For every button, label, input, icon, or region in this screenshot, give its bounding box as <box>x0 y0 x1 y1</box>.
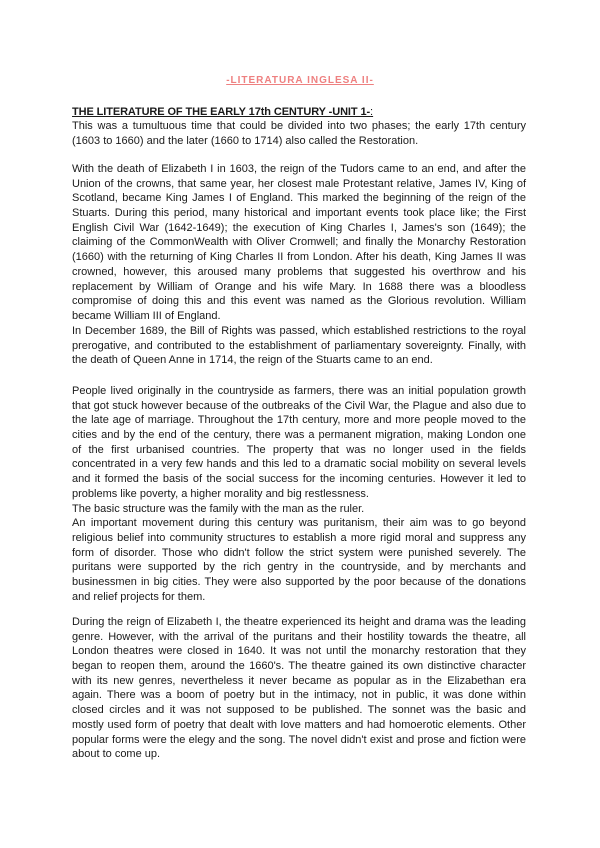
text-line: prerogative, and contributed to the establishment of parliamentary sovereignty. Finally, with <box>72 339 526 352</box>
text-line: Union of the crowns, that same year, her closest male Protestant relative, James IV, King of <box>72 177 526 190</box>
text-line: In December 1689, the Bill of Rights was passed, which established restrictions to the royal <box>72 325 526 337</box>
text-line: of the first urbanised countries. The property that was no longer used in the fields <box>72 443 526 456</box>
text-line: and relief projects for them. <box>72 590 206 603</box>
text-line: During the reign of Elizabeth I, the theatre experienced its height and drama was the leading <box>72 616 526 628</box>
paragraph-intro <box>72 119 526 148</box>
text-line: popular forms were the elegy and the song. The novel didn't exist and prose and fiction were <box>72 733 526 746</box>
text-line: London theatres were closed in 1640. It was not until the monarchy restoration that they <box>72 645 526 658</box>
text-line: An important movement during this century was puritanism, their aim was to go beyond <box>72 517 526 530</box>
unit-heading-text: THE LITERATURE OF THE EARLY 17th CENTURY -UNIT 1- <box>72 106 371 118</box>
text-line: concentrated in a very few hands and this led to a dramatic social mobility on several levels <box>72 458 526 471</box>
text-line: again. There was a boom of poetry but in the intimacy, not in public, it was done within <box>72 689 526 702</box>
text-line: People lived originally in the countryside as farmers, there was an initial population growth <box>72 385 526 397</box>
document-title <box>0 73 600 88</box>
text-line: cities and by the end of the century, there was a permanent migration, making London one <box>72 429 526 442</box>
text-line: the death of Queen Anne in 1714, the reign of the Stuarts came to an end. <box>72 354 433 367</box>
text-line: religious belief into community structures to establish a more rigid moral and suppress any <box>72 531 526 544</box>
text-line: problems like poverty, a higher morality and big restlessness. <box>72 487 369 500</box>
paragraph-society <box>72 384 526 502</box>
paragraph-puritanism <box>72 516 526 604</box>
unit-heading <box>72 105 373 120</box>
text-line: Stuarts. During this period, many historical and important events took place like; the First <box>72 207 526 220</box>
text-line: puritans were supported by the rich gentry in the countryside, and by merchants and <box>72 561 526 574</box>
text-line: This was a tumultuous time that could be divided into two phases; the early 17th century <box>72 120 526 132</box>
text-line: mostly used form of poetry that dealt with love matters and had homoerotic elements. Other <box>72 718 526 731</box>
text-line: the late age of marriage. Throughout the 17th century, more and more people moved to the <box>72 414 526 427</box>
paragraph-family <box>72 502 526 517</box>
text-line: Scotland, became King James I of England. This marked the beginning of the reign of the <box>72 192 526 205</box>
text-line: With the death of Elizabeth I in 1603, the reign of the Tudors came to an end, and after the <box>72 163 526 175</box>
text-line: claiming of the CommonWealth with Oliver Cromwell; and finally the Monarchy Restoration <box>72 236 526 249</box>
text-line: with its new genres, nevertheless it never became as popular as in the Elizabethan era <box>72 674 526 687</box>
text-line: form of disorder. Those who didn't follow the strict system were punished severely. The <box>72 546 526 559</box>
text-line: began to reopen them, around the 1660's. The theatre gained its own distinctive character <box>72 660 526 673</box>
text-line: that got stuck however because of the outbreaks of the Civil War, the Plague and also due to <box>72 399 526 412</box>
text-line: and it formed the basis of the social success for the incoming centuries. However it led to <box>72 473 526 486</box>
text-line: replacement by William of Orange and his wife Mary. In 1688 there was a bloodless <box>72 280 526 293</box>
paragraph-history <box>72 162 526 324</box>
unit-heading-tail: : <box>370 106 374 118</box>
text-line: businessmen in big cities. They were also supported by the poor because of the donations <box>72 576 526 589</box>
text-line: about to come up. <box>72 748 161 761</box>
text-line: closed circles and it was not supposed to be published. The sonnet was the basic and <box>72 704 526 717</box>
document-title-text: -LITERATURA INGLESA II- <box>226 75 374 86</box>
text-line: (1603 to 1660) and the later (1660 to 1714) also called the Restoration. <box>72 134 419 147</box>
text-line: English Civil War (1642-1649); the execution of King Charles I, James's son (1649); the <box>72 221 526 234</box>
paragraph-theatre <box>72 615 526 762</box>
text-line: (1660) with the returning of King Charles II from London. After his death, King James II was <box>72 251 526 264</box>
text-line: genre. However, with the arrival of the puritans and their hostility towards the theatre, all <box>72 630 526 643</box>
text-line: became William III of England. <box>72 309 221 322</box>
text-line: compromise of doing this and this event was named as the Glorious revolution. William <box>72 295 526 308</box>
paragraph-bill-of-rights <box>72 324 526 368</box>
text-line: crowned, however, this aroused many problems that suggested his overthrow and his <box>72 265 526 278</box>
text-line: The basic structure was the family with the man as the ruler. <box>72 502 365 515</box>
